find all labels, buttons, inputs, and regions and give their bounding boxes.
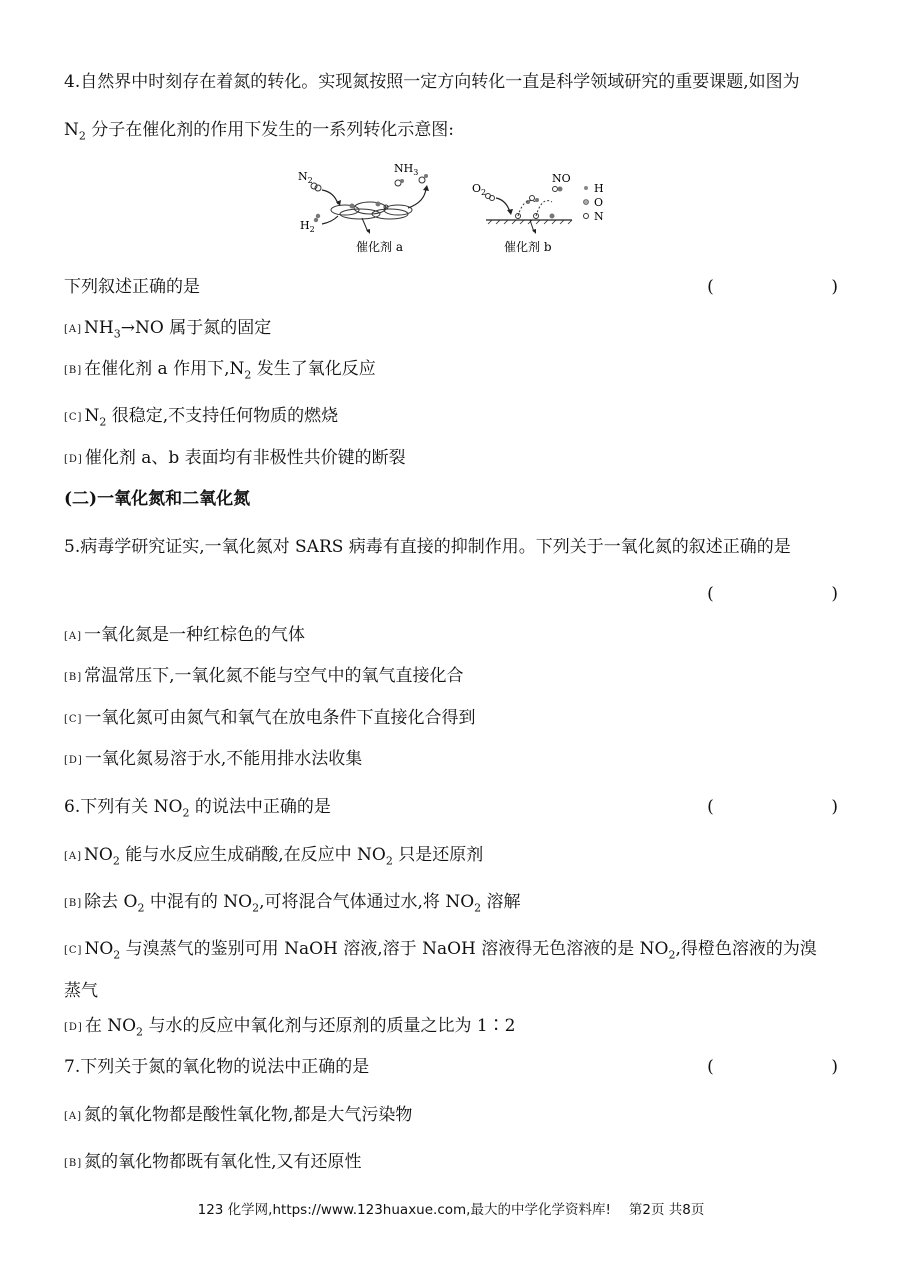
label-h2: $H_2$ <box>300 219 315 234</box>
q4-prompt: 下列叙述正确的是 <box>64 277 200 297</box>
q6-option-d: [D] 在 $NO_2$ 与水的反应中氧化剂与还原剂的质量之比为 1∶2 <box>64 1016 516 1039</box>
q4-stem-line1: 4.自然界中时刻存在着氮的转化。实现氮按照一定方向转化一直是科学领域研究的重要课题,如图为 <box>64 72 800 92</box>
q4-option-d: [D] 催化剂 a、b 表面均有非极性共价键的断裂 <box>64 448 406 468</box>
q5-answer-paren: ( ) <box>707 584 838 604</box>
legend-n: N <box>594 210 604 223</box>
q6-option-b: [B] 除去 $O_2$ 中混有的 $NO_2$,可将混合气体通过水,将 $NO_2$ 溶解 <box>64 892 521 915</box>
q4-option-b: [B] 在催化剂 a 作用下$,N_2$ 发生了氧化反应 <box>64 359 376 382</box>
label-catalyst-a: 催化剂 a <box>356 240 403 254</box>
q6-option-a: [A] $NO_2$ 能与水反应生成硝酸,在反应中 $NO_2$ 只是还原剂 <box>64 845 484 868</box>
label-o2: $O_2$ <box>472 182 487 197</box>
label-n2: $N_2$ <box>298 170 313 185</box>
q4-option-c: [C] $N_2$ 很稳定,不支持任何物质的燃烧 <box>64 406 339 429</box>
q6-option-c-line2: 蒸气 <box>64 981 98 1001</box>
q5-option-b: [B] 常温常压下,一氧化氮不能与空气中的氧气直接化合 <box>64 666 464 686</box>
footer-site-text: 123 化学网,https://www.123huaxue.com,最大的中学化学资料库! <box>197 1202 611 1218</box>
q7-option-a: [A] 氮的氧化物都是酸性氧化物,都是大气污染物 <box>64 1105 413 1125</box>
q5-option-c: [C] 一氧化氮可由氮气和氧气在放电条件下直接化合得到 <box>64 708 476 728</box>
label-no: NO <box>552 172 571 185</box>
q6-stem: 6.下列有关 $NO_2$ 的说法中正确的是 <box>64 797 331 820</box>
q4-option-a: [A] $NH_3\to NO$ 属于氮的固定 <box>64 318 272 341</box>
q6-option-c: [C] $NO_2$ 与溴蒸气的鉴别可用 NaOH 溶液,溶于 NaOH 溶液得无色溶液的是 $NO_2$,得橙色溶液的为溴 <box>64 939 817 962</box>
q5-option-d: [D] 一氧化氮易溶于水,不能用排水法收集 <box>64 749 363 769</box>
page-footer <box>0 1198 902 1218</box>
label-nh3: $NH_3$ <box>394 162 419 177</box>
q7-answer-paren: ( ) <box>707 1057 838 1077</box>
q6-answer-paren: ( ) <box>707 797 838 817</box>
q4-answer-paren: ( ) <box>707 277 838 297</box>
legend-o: O <box>594 196 604 209</box>
q5-stem: 5.病毒学研究证实,一氧化氮对 SARS 病毒有直接的抑制作用。下列关于一氧化氮的叙述正确的是 <box>64 537 791 557</box>
section-heading: (二)一氧化氮和二氧化氮 <box>64 489 251 509</box>
q5-option-a: [A] 一氧化氮是一种红棕色的气体 <box>64 625 306 645</box>
q7-option-b: [B] 氮的氧化物都既有氧化性,又有还原性 <box>64 1152 362 1172</box>
catalyst-diagram <box>290 158 630 258</box>
footer-page-number: 第2页 共8页 <box>628 1202 705 1218</box>
label-catalyst-b: 催化剂 b <box>504 240 552 254</box>
q4-stem-line2: $N_2$ 分子在催化剂的作用下发生的一系列转化示意图: <box>64 120 455 143</box>
legend-h: H <box>594 182 604 195</box>
q7-stem: 7.下列关于氮的氧化物的说法中正确的是 <box>64 1057 370 1077</box>
